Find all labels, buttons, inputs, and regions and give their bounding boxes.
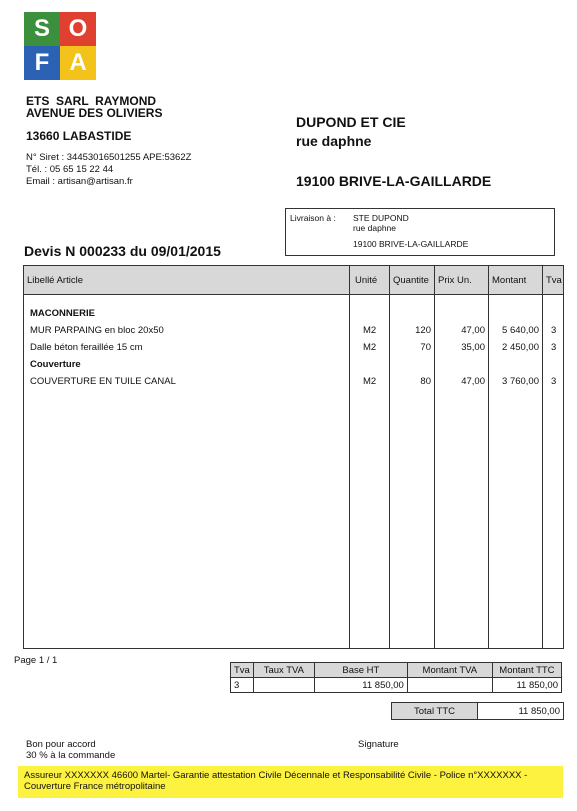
column-divider: [434, 266, 435, 648]
section-title: MACONNERIE: [30, 308, 95, 319]
accord-block: [26, 739, 115, 761]
row-qte: 120: [415, 325, 431, 336]
delivery-name: STE DUPOND: [353, 213, 409, 223]
tva-table: [230, 662, 562, 693]
tva-cell-taux: [253, 678, 314, 693]
row-montant: 3 760,00: [502, 376, 539, 387]
row-label: Dalle béton feraillée 15 cm: [30, 342, 143, 353]
column-divider: [389, 266, 390, 648]
tva-header-taux: Taux TVA: [253, 663, 314, 678]
signature-label: Signature: [358, 739, 399, 750]
row-qte: 70: [420, 342, 431, 353]
row-montant: 2 450,00: [502, 342, 539, 353]
client-street: rue daphne: [296, 133, 372, 149]
column-divider: [542, 266, 543, 648]
page-number: Page 1 / 1: [14, 655, 58, 666]
row-prix: 35,00: [461, 342, 485, 353]
column-divider: [488, 266, 489, 648]
sender-address: AVENUE DES OLIVIERS: [26, 106, 163, 120]
row-prix: 47,00: [461, 376, 485, 387]
insurance-footer: [18, 766, 563, 798]
tva-header-montant-tva: Montant TVA: [407, 663, 492, 678]
row-label: COUVERTURE EN TUILE CANAL: [30, 376, 176, 387]
header-unite: Unité: [355, 275, 378, 286]
sender-name: [26, 95, 162, 119]
total-ttc-label: Total TTC: [392, 703, 478, 719]
section-title: Couverture: [30, 359, 81, 370]
header-tva: Tva: [546, 275, 562, 286]
delivery-box: [285, 208, 555, 256]
total-ttc-value: 11 850,00: [518, 705, 560, 717]
row-tva: 3: [551, 376, 557, 387]
sender-email: Email : artisan@artisan.fr: [26, 176, 133, 187]
row-montant: 5 640,00: [502, 325, 539, 336]
tva-cell-montant-ttc: 11 850,00: [492, 678, 561, 693]
column-divider: [349, 266, 350, 648]
tva-cell-montant-tva: [407, 678, 492, 693]
row-label: MUR PARPAING en bloc 20x50: [30, 325, 164, 336]
delivery-address: [353, 213, 409, 233]
logo-letter-o: O: [60, 12, 96, 46]
row-unite: M2: [363, 376, 377, 387]
row-tva: 3: [551, 325, 557, 336]
tva-cell-tva: 3: [231, 678, 254, 693]
logo-letter-s: S: [24, 12, 60, 46]
tva-header-montant-ttc: Montant TTC: [492, 663, 561, 678]
sender-info: [26, 152, 191, 188]
logo-letter-a: A: [60, 46, 96, 80]
accord-line1: Bon pour accord: [26, 739, 96, 750]
header-montant: Montant: [492, 275, 527, 286]
delivery-label: Livraison à :: [290, 213, 336, 223]
header-quantite: Quantite: [393, 275, 429, 286]
delivery-city: 19100 BRIVE-LA-GAILLARDE: [353, 239, 469, 249]
header-prix: Prix Un.: [438, 275, 472, 286]
row-unite: M2: [363, 342, 377, 353]
delivery-street: rue daphne: [353, 223, 397, 233]
sender-siret: N° Siret : 34453016501255 APE:5362Z: [26, 152, 192, 163]
tva-cell-base: 11 850,00: [314, 678, 407, 693]
footer-line2: Couverture France métropolitaine: [24, 781, 166, 792]
row-unite: M2: [363, 325, 377, 336]
header-article: Libellé Article: [27, 275, 83, 286]
tva-header-base: Base HT: [314, 663, 407, 678]
logo-letter-f: F: [24, 46, 60, 80]
sender-name-line1: ETS SARL RAYMOND: [26, 94, 157, 108]
company-logo: [24, 12, 96, 80]
client-name: DUPOND ET CIE: [296, 114, 406, 130]
sender-city: 13660 LABASTIDE: [26, 129, 132, 143]
sender-tel: Tél. : 05 65 15 22 44: [26, 164, 114, 175]
items-table-header: [24, 266, 563, 295]
footer-line1: Assureur XXXXXXX 46600 Martel- Garantie attestation Civile Décennale et Responsabilité Civile - Police n°XXXXXXX -: [24, 770, 528, 781]
accord-line2: 30 % à la commande: [26, 750, 116, 761]
total-ttc-box: [391, 702, 564, 720]
row-qte: 80: [420, 376, 431, 387]
client-city: 19100 BRIVE-LA-GAILLARDE: [296, 173, 492, 189]
row-tva: 3: [551, 342, 557, 353]
row-prix: 47,00: [461, 325, 485, 336]
items-table: [23, 265, 564, 649]
devis-title: Devis N 000233 du 09/01/2015: [24, 243, 221, 259]
tva-header-tva: Tva: [231, 663, 254, 678]
